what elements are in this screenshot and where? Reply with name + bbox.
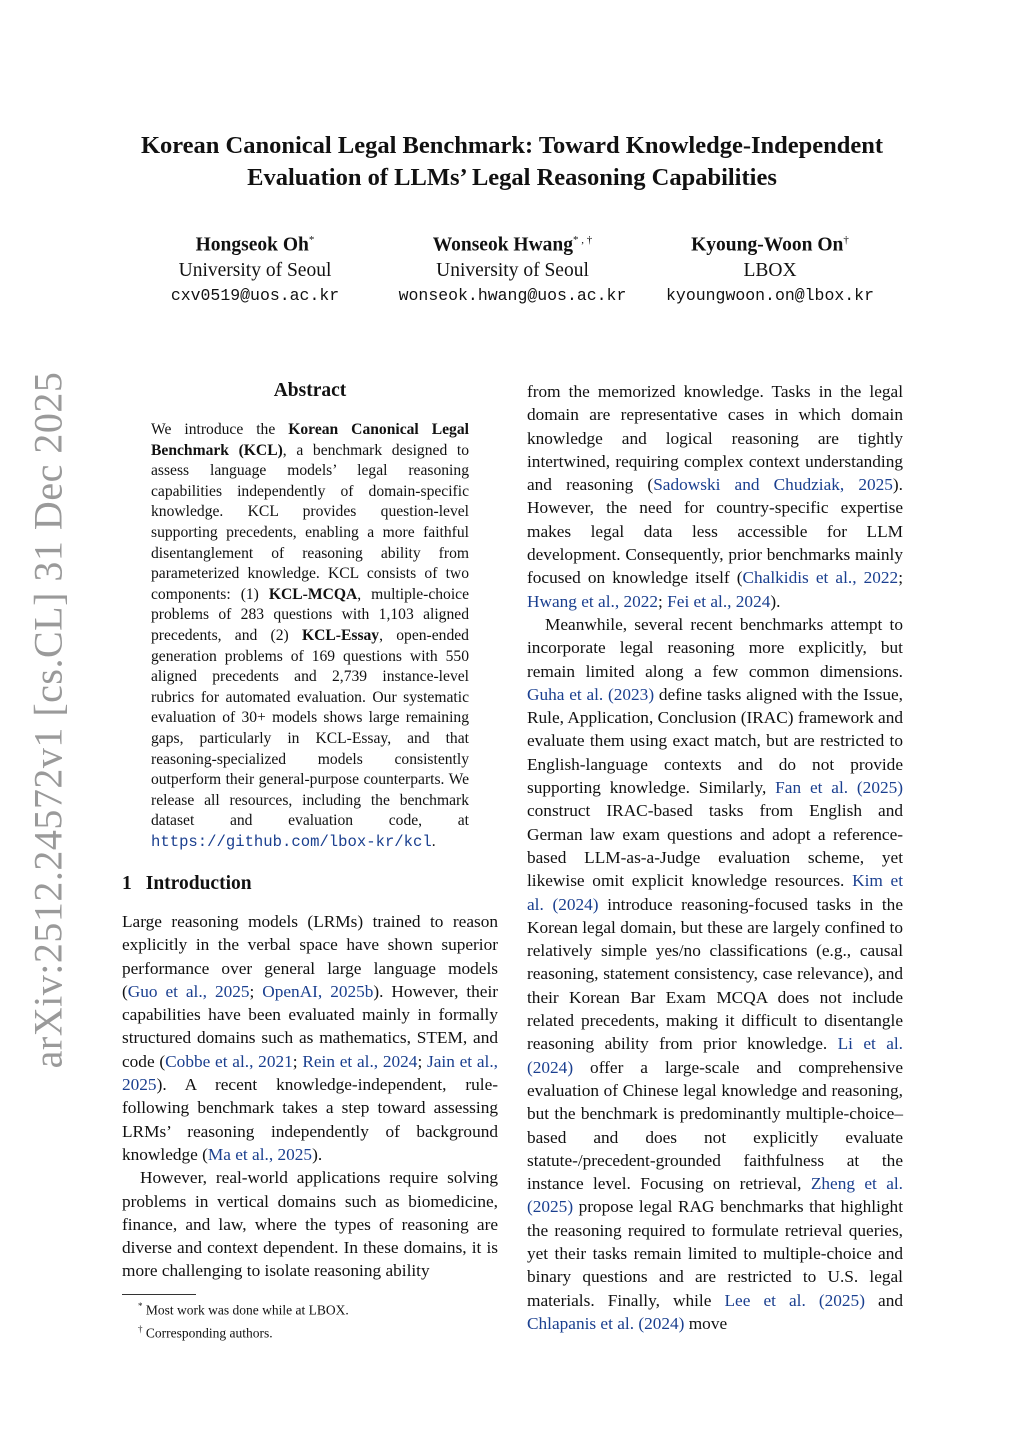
citation-link[interactable]: Guha et al. (2023) — [527, 684, 655, 704]
abstract-text: . — [431, 832, 436, 850]
paragraph — [527, 613, 903, 1335]
paragraph-text: introduce reasoning-focused tasks in the Korean legal domain, but these are largely confined to relatively simple yes/no classifications (e.g., causal reasoning, statement consistency, case relevance), and their Korean Bar Exam MCQA does not include related precedents, making it difficult to disentangle reasoning ability from prior knowledge. — [527, 894, 903, 1054]
abstract-text: We introduce the — [151, 421, 289, 438]
author-email[interactable]: wonseok.hwang@uos.ac.kr — [398, 285, 627, 305]
paragraph-text: from the memorized knowledge. Tasks in the legal domain are representative cases in which domain knowledge and logical reasoning are tightly intertwined, requiring complex context understanding and reasoning ( — [527, 382, 903, 495]
arxiv-stamp-text: arXiv:2512.24572v1 [cs.CL] 31 Dec 2025 — [25, 371, 71, 1069]
paragraph-text: construct IRAC-based tasks from English and German law exam questions and adopt a reference-based LLM-as-a-Judge evaluation scheme, yet likewise omit explicit knowledge resources. — [527, 801, 903, 891]
citation-link[interactable]: Fan et al. (2025) — [775, 778, 903, 798]
citation-link[interactable]: Sadowski and Chudziak, 2025 — [653, 475, 893, 495]
footnote — [138, 1297, 349, 1320]
paragraph-text: ; — [417, 1051, 428, 1071]
citation-link[interactable]: Kim et al. (2024) — [527, 871, 904, 914]
citation-link[interactable]: Chalkidis et al., 2022 — [742, 568, 899, 588]
citation-link[interactable]: Li et al. (2024) — [527, 1034, 904, 1077]
paragraph-text: define tasks aligned with the Issue, Rule, Application, Conclusion (IRAC) framework and evaluate them using exact match, but are restricted to English-language contexts and do not provide supporting knowledge. Similarly, — [527, 684, 904, 798]
footnote-mark: † — [138, 1323, 143, 1334]
paragraph-text: ). However, the need for country-specific expertise makes legal data less accessible for LLM development. Consequently, prior benchmarks mainly focused on knowledge itself ( — [527, 475, 903, 588]
citation-link[interactable]: Zheng et al. (2025) — [527, 1174, 903, 1217]
title-line-1: Korean Canonical Legal Benchmark: Toward Knowledge-Independent — [140, 132, 884, 159]
paragraph-text: ; — [292, 1051, 303, 1071]
arxiv-identifier-stamp — [8, 371, 88, 1069]
abstract-text: , open-ended generation problems of 169 questions with 550 aligned precedents and 2,739 instance-level rubrics for automated evaluation. Our systematic evaluation of 30+ models shows large remaining gaps, particularly in KCL-Essay, and that reasoning-specialized models consistently outperform their general-purpose counterparts. We release all resources, including the benchmark dataset and evaluation code, at — [151, 626, 469, 830]
paragraph — [122, 910, 498, 1166]
author-name: Hongseok Oh — [195, 234, 309, 256]
citation-link[interactable]: Hwang et al., 2022 — [527, 591, 659, 611]
title-line-2: Evaluation of LLMs’ Legal Reasoning Capabilities — [247, 164, 777, 191]
paragraph-text: offer a large-scale and comprehensive evaluation of Chinese legal knowledge and reasoning, but the benchmark is predominantly multiple-choice–based and does not explicitly evaluate statute-/precedent-grounded faithfulness at the instance level. Focusing on retrieval, — [527, 1057, 903, 1194]
author-block — [655, 228, 885, 308]
abstract-heading: Abstract — [273, 380, 347, 401]
abstract-bold-term: KCL-MCQA — [268, 585, 358, 603]
github-link[interactable]: https://github.com/lbox-kr/kcl — [151, 832, 432, 851]
citation-link[interactable]: Guo et al., 2025 — [127, 981, 250, 1001]
paragraph-text: ). A recent knowledge-independent, rule-following benchmark takes a step toward assessing LRMs’ reasoning independently of background knowledge ( — [122, 1075, 498, 1164]
section-title: Introduction — [145, 873, 252, 894]
paragraph-text: and — [864, 1290, 903, 1310]
author-affiliation: LBOX — [743, 259, 797, 281]
author-block — [390, 228, 635, 308]
citation-link[interactable]: Ma et al., 2025 — [207, 1144, 313, 1164]
author-name: Wonseok Hwang — [432, 234, 574, 256]
author-mark: * — [308, 234, 315, 246]
paragraph: However, real-world applications require solving problems in vertical domains such as biomedicine, finance, and law, where the types of reasoning are diverse and context dependent. In these domains, it is more challenging to isolate reasoning ability — [122, 1168, 498, 1281]
abstract-text: , multiple-choice problems of 283 questions with 1,103 aligned precedents, and (2) — [151, 585, 470, 644]
paragraph-text: Meanwhile, several recent benchmarks attempt to incorporate legal reasoning more explicitly, but remain limited along a few common dimensions. — [527, 614, 903, 681]
citation-link[interactable]: OpenAI, 2025b — [262, 981, 374, 1001]
citation-link[interactable]: Lee et al. (2025) — [724, 1290, 865, 1310]
abstract-text: , a benchmark designed to assess language models’ legal reasoning capabilities independently of domain-specific knowledge. KCL provides question-level supporting precedents, enabling a more faithful disentanglement of reasoning ability from parameterized knowledge. KCL consists of two components: (1) — [151, 441, 470, 603]
footnote-divider — [122, 1294, 196, 1295]
section-number: 1 — [122, 873, 132, 894]
abstract-body — [151, 420, 469, 852]
author-mark: † — [843, 234, 849, 246]
paragraph-text: ; — [249, 981, 263, 1001]
author-email[interactable]: kyoungwoon.on@lbox.kr — [666, 285, 874, 305]
paragraph-continued — [527, 380, 903, 613]
footnotes — [138, 1297, 349, 1342]
citation-link[interactable]: Rein et al., 2024 — [302, 1051, 418, 1071]
author-affiliation: University of Seoul — [178, 259, 332, 281]
citation-link[interactable]: Cobbe et al., 2021 — [165, 1051, 293, 1071]
paragraph-text: ). — [312, 1144, 323, 1164]
section-heading-introduction — [122, 873, 252, 895]
paragraph-text: ; — [658, 591, 668, 611]
paragraph-text: move — [684, 1313, 728, 1333]
abstract-bold-term: Korean Canonical Legal Benchmark (KCL) — [151, 421, 469, 459]
paragraph-text: Large reasoning models (LRMs) trained to reason explicitly in the verbal space have shown superior performance over general large language models ( — [122, 912, 498, 1001]
paragraph-text: propose legal RAG benchmarks that highlight the reasoning required to formulate retrieval queries, yet their tasks remain limited to multiple-choice and binary questions and are restricted to U.S. legal materials. Finally, while — [527, 1197, 903, 1310]
intro-right-column — [527, 380, 903, 1335]
author-email[interactable]: cxv0519@uos.ac.kr — [170, 285, 340, 305]
footnote-text: Most work was done while at LBOX. — [145, 1302, 349, 1318]
paragraph-text: ). However, their capabilities have been evaluated mainly in formally structured domains such as mathematics, STEM, and code ( — [122, 981, 499, 1071]
paragraph-text: ). — [770, 591, 781, 611]
citation-link[interactable]: Chlapanis et al. (2024) — [527, 1313, 685, 1333]
citation-link[interactable]: Fei et al., 2024 — [667, 591, 771, 611]
author-name: Kyoung-Woon On — [691, 234, 844, 256]
intro-left-column — [122, 910, 498, 1283]
citation-link[interactable]: Jain et al., 2025 — [122, 1051, 498, 1095]
author-affiliation: University of Seoul — [436, 259, 589, 281]
author-mark: * , † — [573, 234, 593, 246]
footnote-mark: * — [138, 1301, 143, 1311]
footnote — [138, 1320, 349, 1343]
paper-title — [100, 130, 924, 194]
author-block — [150, 228, 360, 308]
footnote-text: Corresponding authors. — [145, 1325, 273, 1340]
abstract-bold-term: KCL-Essay — [301, 626, 380, 644]
paragraph-text: ; — [898, 568, 903, 588]
